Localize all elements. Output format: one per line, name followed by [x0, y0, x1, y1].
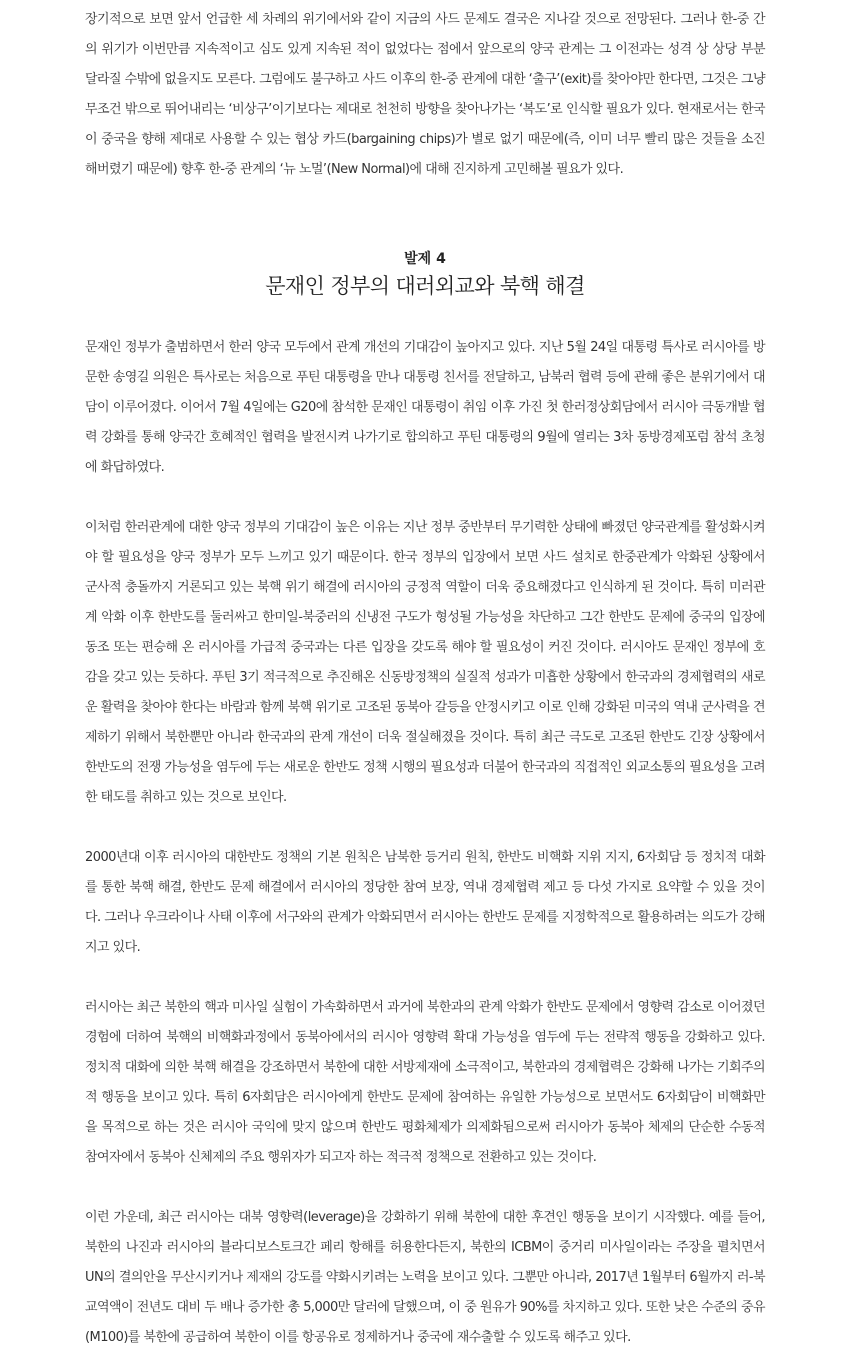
paragraph-spacer [85, 813, 765, 843]
section-header [85, 249, 765, 303]
body-paragraph-4: 러시아는 최근 북한의 핵과 미사일 실험이 가속화하면서 과거에 북한과의 관계 악화가 한반도 문제에서 영향력 감소로 이어졌던 경험에 더하여 북핵의 비핵화과정에서 동북아에서의 러시아 영향력 확대 가능성을 염두에 두는 전략적 행동을 강화하고 있다. 정치적 대화에 의한 북핵 해결을 강조하면서 북한에 대한 서방제재에 소극적이고, 북한과의 경제협력은 강화해 나가는 기회주의적 행동을 보이고 있다. 특히 6자회담은 러시아에게 한반도 문제에 참여하는 유일한 가능성으로 보면서도 6자회담이 비핵화만을 목적으로 하는 것은 러시아 국익에 맞지 않으며 한반도 평화체제가 의제화됨으로써 러시아가 동북아 체제의 단순한 수동적 참여자에서 동북아 신체제의 주요 행위자가 되고자 하는 적극적 정책으로 전환하고 있는 것이다. [85, 1000, 765, 1165]
section-title: 문재인 정부의 대러외교와 북핵 해결 [265, 274, 585, 298]
body-paragraph-5: 이런 가운데, 최근 러시아는 대북 영향력(leverage)을 강화하기 위해 북한에 대한 후견인 행동을 보이기 시작했다. 예를 들어, 북한의 나진과 러시아의 블라디보스토크간 페리 항해를 허용한다든지, 북한의 ICBM이 중거리 미사일이라는 주장을 펼치면서 UN의 결의안을 무산시키거나 제재의 강도를 약화시키려는 노력을 보이고 있다. 그뿐만 아니라, 2017년 1월부터 6월까지 러-북 교역액이 전년도 대비 두 배나 증가한 총 5,000만 달러에 달했으며, 이 중 원유가 90%를 차지하고 있다. 또한 낮은 수준의 중유(M100)를 북한에 공급하여 북한이 이를 항공유로 정제하거나 중국에 재수출할 수 있도록 해주고 있다. [85, 1210, 765, 1345]
body-paragraph-1: 문재인 정부가 출범하면서 한러 양국 모두에서 관계 개선의 기대감이 높아지고 있다. 지난 5월 24일 대통령 특사로 러시아를 방문한 송영길 의원은 특사로는 처음으로 푸틴 대통령을 만나 대통령 친서를 전달하고, 남북러 협력 등에 관해 좋은 분위기에서 대담이 이루어졌다. 이어서 7월 4일에는 G20에 참석한 문재인 대통령이 취임 이후 가진 첫 한러정상회담에서 러시아 극동개발 협력 강화를 통해 양국간 호혜적인 협력을 발전시켜 나가기로 합의하고 푸틴 대통령의 9월에 열리는 3차 동방경제포럼 참석 초청에 화답하였다. [85, 340, 765, 475]
paragraph-spacer [85, 483, 765, 513]
title-spacer [85, 303, 765, 333]
body-paragraph-3: 2000년대 이후 러시아의 대한반도 정책의 기본 원칙은 남북한 등거리 원칙, 한반도 비핵화 지위 지지, 6자회담 등 정치적 대화를 통한 북핵 해결, 한반도 문제 해결에서 러시아의 정당한 참여 보장, 역내 경제협력 제고 등 다섯 가지로 요약할 수 있을 것이다. 그러나 우크라이나 사태 이후에 서구와의 관계가 악화되면서 러시아는 한반도 문제를 지정학적으로 활용하려는 의도가 강해지고 있다. [85, 850, 765, 955]
paragraph-spacer [85, 1173, 765, 1203]
body-paragraph-2: 이처럼 한러관계에 대한 양국 정부의 기대감이 높은 이유는 지난 정부 중반부터 무기력한 상태에 빠졌던 양국관계를 활성화시켜야 할 필요성을 양국 정부가 모두 느끼고 있기 때문이다. 한국 정부의 입장에서 보면 사드 설치로 한중관계가 악화된 상황에서 군사적 충돌까지 거론되고 있는 북핵 위기 해결에 러시아의 긍정적 역할이 더욱 중요해졌다고 인식하게 된 것이다. 특히 미러관계 악화 이후 한반도를 둘러싸고 한미일-북중러의 신냉전 구도가 형성될 가능성을 차단하고 그간 한반도 문제에 중국의 입장에 동조 또는 편승해 온 러시아를 가급적 중국과는 다른 입장을 갖도록 해야 할 필요성이 커진 것이다. 러시아도 문재인 정부에 호감을 갖고 있는 듯하다. 푸틴 3기 적극적으로 추진해온 신동방정책의 실질적 성과가 미흡한 상황에서 한국과의 경제협력의 새로운 활력을 찾아야 한다는 바람과 함께 북핵 위기로 고조된 동북아 갈등을 안정시키고 이로 인해 강화된 미국의 역내 군사력을 견제하기 위해서 북한뿐만 아니라 한국과의 관계 개선이 더욱 절실해졌을 것이다. 특히 최근 극도로 고조된 한반도 긴장 상황에서 한반도의 전쟁 가능성을 염두에 두는 새로운 한반도 정책 시행의 필요성과 더불어 한국과의 직접적인 외교소통의 필요성을 고려한 태도를 취하고 있는 것으로 보인다. [85, 520, 765, 805]
paragraph-spacer [85, 963, 765, 993]
section-label: 발제 4 [404, 251, 446, 267]
intro-paragraph: 장기적으로 보면 앞서 언급한 세 차례의 위기에서와 같이 지금의 사드 문제도 결국은 지나갈 것으로 전망된다. 그러나 한-중 간의 위기가 이번만큼 지속적이고 심도 있게 지속된 적이 없었다는 점에서 앞으로의 양국 관계는 그 이전과는 성격 상 상당 부분 달라질 수밖에 없을지도 모른다. 그럼에도 불구하고 사드 이후의 한-중 관계에 대한 ‘출구’(exit)를 찾아야만 한다면, 그것은 그냥 무조건 밖으로 뛰어내리는 ‘비상구’이기보다는 제대로 천천히 방향을 찾아나가는 ‘복도’로 인식할 필요가 있다. 현재로서는 한국이 중국을 향해 제대로 사용할 수 있는 협상 카드(bargaining chips)가 별로 없기 때문에(즉, 이미 너무 빨리 많은 것들을 소진해버렸기 때문에) 향후 한-중 관계의 ‘뉴 노멀’(New Normal)에 대해 진지하게 고민해볼 필요가 있다. [85, 12, 765, 177]
section-spacer [85, 185, 765, 249]
